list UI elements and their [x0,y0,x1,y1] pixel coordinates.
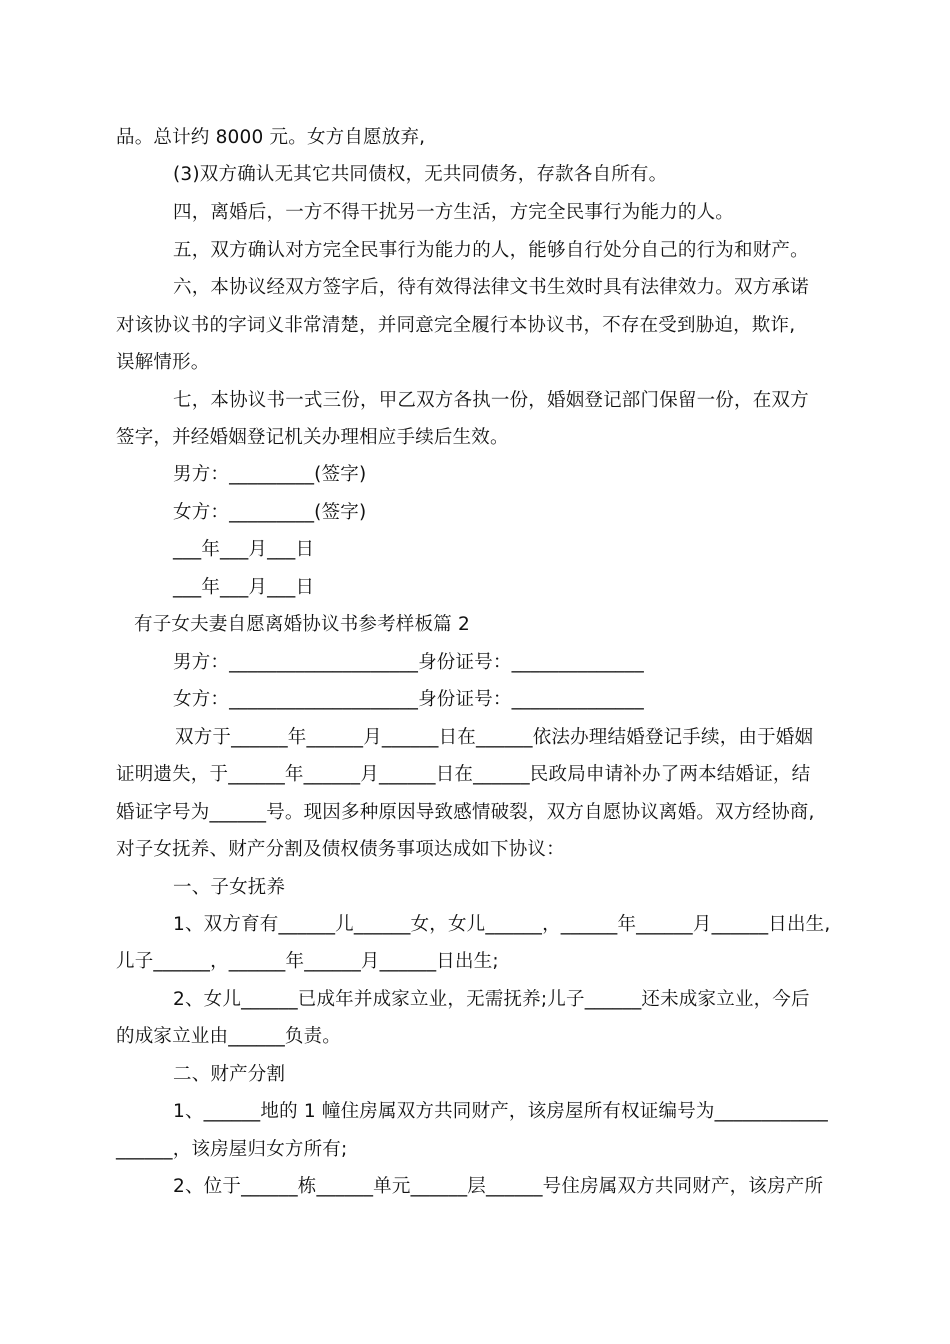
section-heading: 二、财产分割 [173,1064,286,1085]
text-line: 误解情形。 [116,352,210,373]
text-line: 四，离婚后，一方不得干扰另一方生活，方完全民事行为能力的人。 [173,202,735,223]
text-line: 双方于______年______月______日在______依法办理结婚登记手续，由于婚姻 [175,727,814,748]
text-line: 证明遗失，于______年______月______日在______民政局申请补办了两本结婚证，结 [116,764,811,785]
text-line: 品。总计约 8000 元。女方自愿放弃, [116,127,426,148]
text-line: 男方：____________________身份证号：______________ [173,652,644,673]
section-heading: 一、子女抚养 [173,877,286,898]
text-line: 2、位于______栋______单元______层______号住房属双方共同财产，该房产所 [173,1176,824,1197]
text-line: 的成家立业由______负责。 [116,1026,342,1047]
text-line: 对子女抚养、财产分割及债权债务事项达成如下协议： [116,839,565,860]
date-line: ___年___月___日 [173,539,315,560]
text-line: 五，双方确认对方完全民事行为能力的人，能够自行处分自己的行为和财产。 [173,240,809,261]
text-line: 女方：____________________身份证号：______________ [173,689,644,710]
text-line: 1、______地的 1 幢住房属双方共同财产，该房屋所有权证编号为____________ [173,1101,829,1122]
signature-line-female: 女方：_________(签字) [173,502,367,523]
section-title: 有子女夫妻自愿离婚协议书参考样板篇 2 [134,614,470,635]
signature-line-male: 男方：_________(签字) [173,464,367,485]
text-line: 2、女儿______已成年并成家立业，无需抚养;儿子______还未成家立业，今后 [173,989,810,1010]
text-line: 对该协议书的字词义非常清楚，并同意完全履行本协议书，不存在受到胁迫，欺诈, [116,315,796,336]
text-line: (3)双方确认无其它共同债权，无共同债务，存款各自所有。 [173,164,668,185]
text-line: 儿子______，______年______月______日出生; [116,951,499,972]
text-line: 七，本协议书一式三份，甲乙双方各执一份，婚姻登记部门保留一份，在双方 [173,390,809,411]
text-line: 婚证字号为______号。现因多种原因导致感情破裂，双方自愿协议离婚。双方经协商, [116,802,815,823]
date-line: ___年___月___日 [173,577,315,598]
text-line: ______，该房屋归女方所有; [116,1139,348,1160]
text-line: 六，本协议经双方签字后，待有效得法律文书生效时具有法律效力。双方承诺 [173,277,809,298]
text-line: 签字，并经婚姻登记机关办理相应手续后生效。 [116,427,509,448]
text-line: 1、双方育有______儿______女，女儿______，______年______月______日出生, [173,914,831,935]
